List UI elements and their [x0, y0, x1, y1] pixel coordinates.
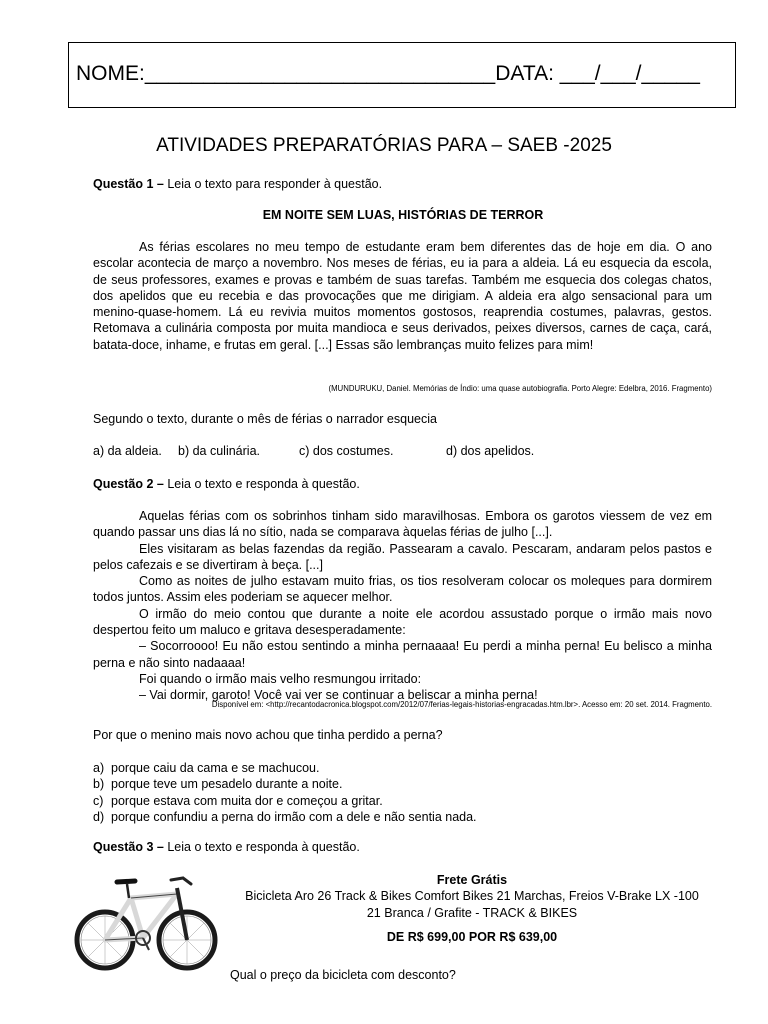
question-2-paragraph: Aquelas férias com os sobrinhos tinham sido maravilhosas. Embora os garotos viessem de vez em quando passar uns dias lá no sítio, nada se comparava àquelas férias de julho [...]. [93, 509, 712, 540]
question-2-options [93, 760, 477, 825]
question-2-prompt: Por que o menino mais novo achou que tinha perdido a perna? [93, 728, 443, 742]
question-1-paragraph: As férias escolares no meu tempo de estudante eram bem diferentes das de hoje em dia. O ano escolar acontecia de março a novembro. Nos meses de férias, eu ia para a aldeia. Lá eu esquecia da escola, de seus professores, exames e provas e também de suas tarefas. Também me esquecia dos colegas chatos, dos apelidos que eu recebia e das provocações que me dirigiam. A aldeia era algo sensacional para um menino-quase-homem. Lá eu revivia muitos momentos gostosos, reaprendia costumes, palavras, gestos. Retomava a culinária composta por muita mandioca e seus derivados, peixes diversos, carnes de caça, cará, batata-doce, inhame, e frutas em geral. [...] Essas são lembranças muito felizes para mim! [93, 240, 712, 352]
question-2-label: Questão 2 – [93, 477, 164, 491]
question-1-prompt: Segundo o texto, durante o mês de férias o narrador esquecia [93, 412, 437, 426]
question-2-paragraph: O irmão do meio contou que durante a noite ele acordou assustado porque o irmão mais novo despertou feito um maluco e gritava desesperadamente: [93, 606, 712, 638]
bicycle-icon [73, 868, 219, 978]
question-2-paragraph: Como as noites de julho estavam muito frias, os tios resolveram colocar os moleques para dormirem todos juntos. Assim eles poderiam se aquecer melhor. [93, 574, 712, 605]
question-2-reference: Disponível em: <http://recantodacronica.blogspot.com/2012/07/ferias-legais-historias-engracadas.htm.lbr>. Acesso em: 20 set. 2014. Fragmento. [211, 700, 712, 709]
question-2-paragraph: – Vai dormir, garoto! Você vai ver se continuar a beliscar a minha perna! [139, 688, 538, 703]
question-2-instruction: Leia o texto e responda à questão. [163, 477, 360, 491]
q2-option-b[interactable]: b) porque teve um pesadelo durante a noite. [93, 777, 343, 792]
question-3-header [93, 840, 360, 854]
q1-option-b[interactable]: b) da culinária. [178, 444, 260, 458]
question-1-reference: (MUNDURUKU, Daniel. Memórias de Índio: uma quase autobiografia. Porto Alegre: Edelbra, 2016. Fragmento) [328, 384, 712, 393]
page-title: ATIVIDADES PREPARATÓRIAS PARA – SAEB -2025 [156, 135, 612, 156]
question-1-instruction: Leia o texto para responder à questão. [163, 177, 383, 191]
ad-price: DE R$ 699,00 POR R$ 639,00 [386, 929, 558, 944]
question-2-paragraph: Eles visitaram as belas fazendas da região. Passearam a cavalo. Pescaram, andaram pelos pastos e pelos cafezais e se divertiram à beça. [...] [93, 541, 712, 572]
ad-description-line-2: 21 Branca / Grafite - TRACK & BIKES [366, 905, 578, 920]
question-2-header [93, 477, 360, 491]
q1-option-c[interactable]: c) dos costumes. [299, 444, 394, 458]
question-3-prompt: Qual o preço da bicicleta com desconto? [230, 968, 456, 982]
ad-description-line-1: Bicicleta Aro 26 Track & Bikes Comfort Bikes 21 Marchas, Freios V-Brake LX -100 [245, 889, 699, 904]
question-1-header [93, 177, 382, 191]
q1-option-d[interactable]: d) dos apelidos. [446, 444, 535, 458]
question-3-label: Questão 3 – [93, 840, 164, 854]
question-2-paragraph: Foi quando o irmão mais velho resmungou irritado: [139, 671, 422, 686]
q2-option-c[interactable]: c) porque estava com muita dor e começou a gritar. [93, 793, 383, 808]
name-date-line: NOME:______________________________DATA: ___/___/_____ [76, 62, 700, 85]
q2-option-a[interactable]: a) porque caiu da cama e se machucou. [93, 761, 320, 775]
question-3-instruction: Leia o texto e responda à questão. [163, 840, 360, 854]
q2-option-d[interactable]: d) porque confundiu a perna do irmão com a dele e não sentia nada. [93, 809, 477, 824]
ad-text [222, 872, 722, 945]
question-1-text [93, 239, 712, 353]
ad-heading: Frete Grátis [436, 873, 508, 887]
question-2-paragraph: – Socorroooo! Eu não estou sentindo a minha pernaaaa! Eu perdi a minha perna! Eu belisco a minha perna e não sinto nadaaaa! [93, 639, 712, 670]
question-2-text [93, 508, 712, 704]
q1-option-a[interactable]: a) da aldeia. [93, 444, 162, 458]
text-title: EM NOITE SEM LUAS, HISTÓRIAS DE TERROR [262, 208, 544, 222]
question-1-label: Questão 1 – [93, 177, 164, 191]
